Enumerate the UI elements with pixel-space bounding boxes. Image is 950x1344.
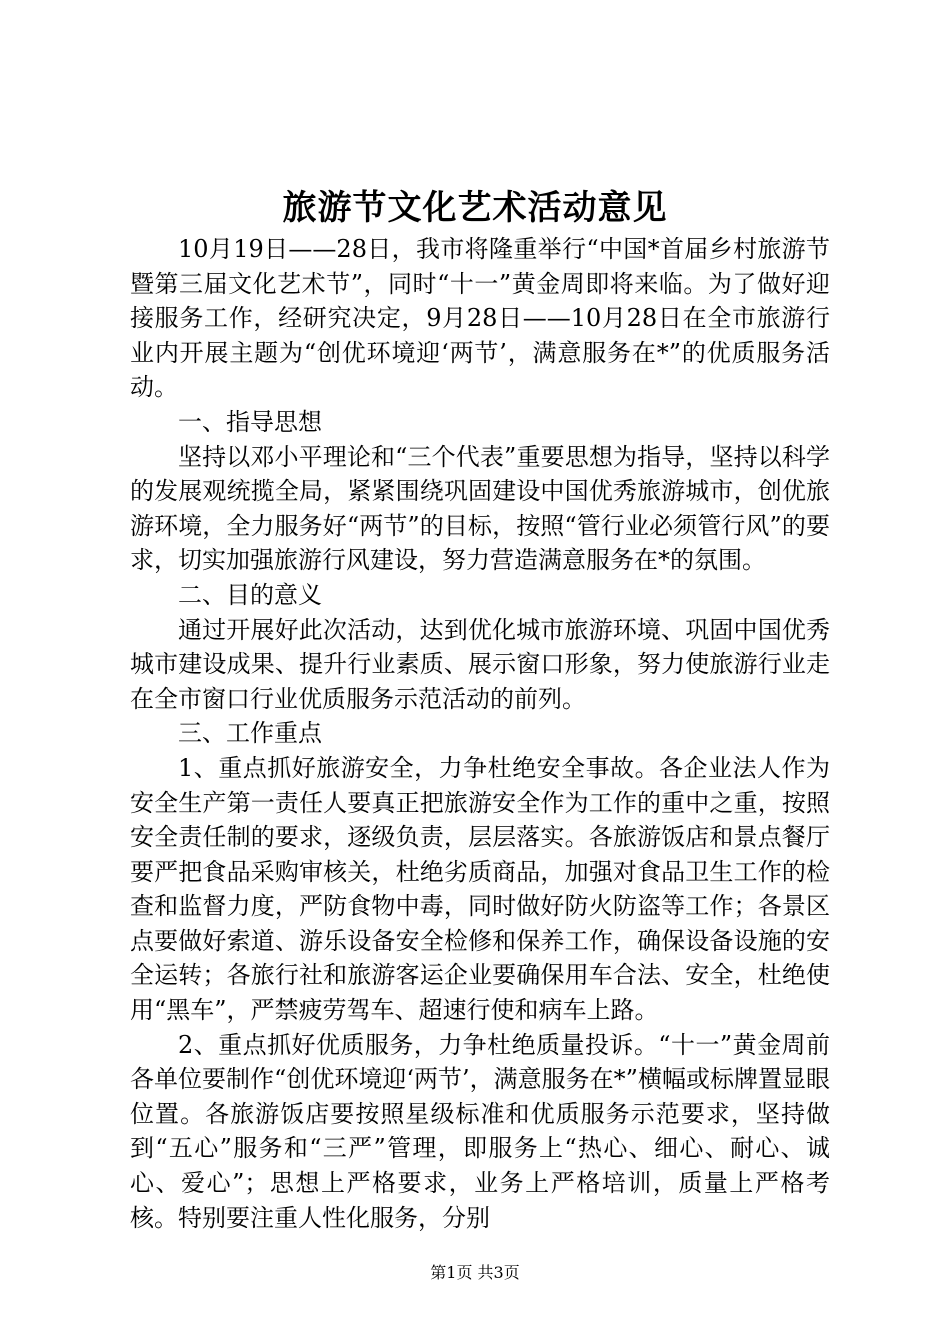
section-heading-guiding-ideology: 一、指导思想 xyxy=(178,407,322,436)
page-number-footer: 第1页 共3页 xyxy=(430,1263,520,1282)
paragraph-key-work-safety: 1、重点抓好旅游安全，力争杜绝安全事故。各企业法人作为安全生产第一责任人要真正把旅游安全作为工作的重中之重，按照安全责任制的要求，逐级负责，层层落实。各旅游饭店和景点餐厅要严把食品采购审核关，杜绝劣质商品，加强对食品卫生工作的检查和监督力度，严防食物中毒，同时做好防火防盗等工作；各景区点要做好索道、游乐设备安全检修和保养工作，确保设备设施的安全运转；各旅行社和旅游客运企业要确保用车合法、安全，杜绝使用“黑车”，严禁疲劳驾车、超速行使和病车上路。 xyxy=(130,753,830,1025)
document-title: 旅游节文化艺术活动意见 xyxy=(282,188,668,228)
paragraph-intro: 10月19日——28日，我市将隆重举行“中国*首届乡村旅游节暨第三届文化艺术节”，同时“十一”黄金周即将来临。为了做好迎接服务工作，经研究决定，9月28日——10月28日在全市旅游行业内开展主题为“创优环境迎‘两节’，满意服务在*”的优质服务活动。 xyxy=(130,235,830,402)
paragraph-purpose: 通过开展好此次活动，达到优化城市旅游环境、巩固中国优秀城市建设成果、提升行业素质、展示窗口形象，努力使旅游行业走在全市窗口行业优质服务示范活动的前列。 xyxy=(130,615,830,713)
section-heading-purpose: 二、目的意义 xyxy=(178,580,322,609)
document-body xyxy=(130,232,830,1235)
paragraph-guiding-ideology: 坚持以邓小平理论和“三个代表”重要思想为指导，坚持以科学的发展观统揽全局，紧紧围绕巩固建设中国优秀旅游城市，创优旅游环境，全力服务好“两节”的目标，按照“管行业必须管行风”的要求，切实加强旅游行风建设，努力营造满意服务在*的氛围。 xyxy=(130,442,830,575)
paragraph-key-work-service: 2、重点抓好优质服务，力争杜绝质量投诉。“十一”黄金周前各单位要制作“创优环境迎‘两节’，满意服务在*”横幅或标牌置显眼位置。各旅游饭店要按照星级标准和优质服务示范要求，坚持做到“五心”服务和“三严”管理，即服务上“热心、细心、耐心、诚心、爱心”；思想上严格要求，业务上严格培训，质量上严格考核。特别要注重人性化服务，分别 xyxy=(130,1030,830,1232)
section-heading-key-work: 三、工作重点 xyxy=(178,719,322,748)
